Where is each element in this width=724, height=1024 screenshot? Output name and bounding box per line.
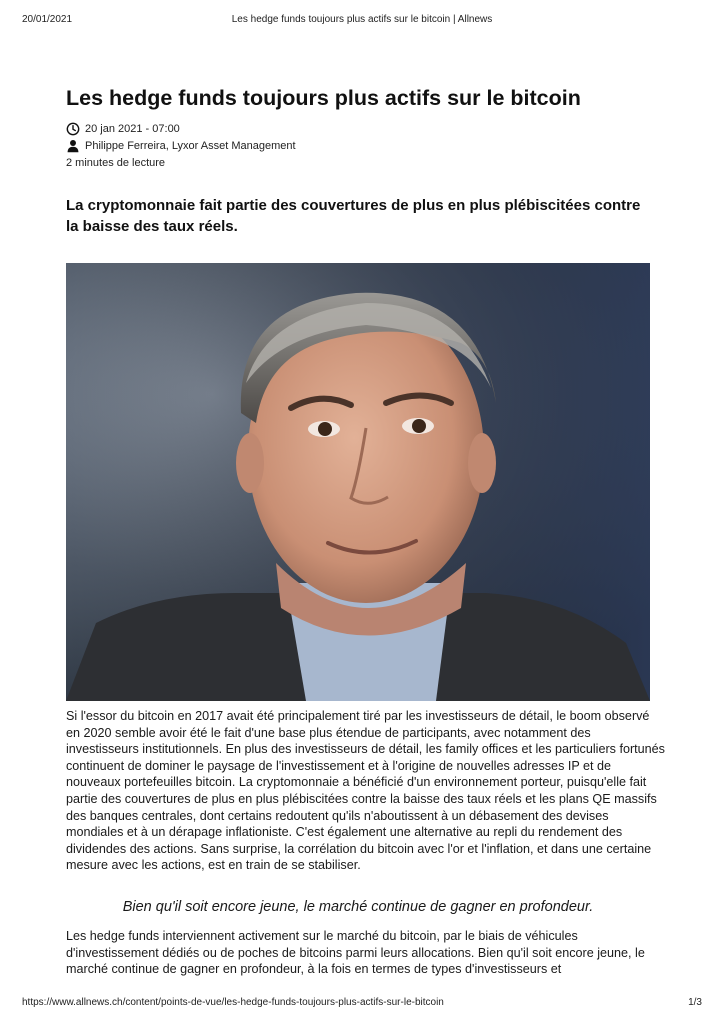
user-icon (66, 139, 80, 153)
print-header (0, 10, 724, 28)
reading-time: 2 minutes de lecture (66, 157, 166, 169)
article-date: 20 jan 2021 - 07:00 (85, 123, 180, 135)
print-page-title: Les hedge funds toujours plus actifs sur le bitcoin | Allnews (231, 13, 493, 25)
article-author-row (66, 138, 296, 154)
article-author[interactable]: Philippe Ferreira, Lyxor Asset Management (85, 140, 296, 152)
article-lead: La cryptomonnaie fait partie des couvertures de plus en plus plébiscitées contre la baisse des taux réels. (66, 197, 641, 235)
pull-quote: Bien qu'il soit encore jeune, le marché continue de gagner en profondeur. (122, 899, 594, 915)
print-page-number: 1/3 (688, 996, 702, 1008)
print-url[interactable]: https://www.allnews.ch/content/points-de-vue/les-hedge-funds-toujours-plus-actifs-sur-le-bitcoin (22, 996, 444, 1008)
print-footer (0, 993, 724, 1011)
article-body-paragraph-2: Les hedge funds interviennent activement sur le marché du bitcoin, par le biais de véhicules d'investissement dédiés ou de poches de bitcoins parmi leurs allocations. Bien qu'il soit encore jeune, le marché continue de gagner en profondeur, à la fois en termes de types d'investisseurs et (66, 929, 645, 977)
author-photo (66, 263, 650, 701)
clock-icon (66, 122, 80, 136)
article-date-row (66, 121, 180, 137)
print-date: 20/01/2021 (22, 13, 73, 25)
article-body-paragraph-1: Si l'essor du bitcoin en 2017 avait été principalement tiré par les investisseurs de détail, le boom observé en 2020 semble avoir été le fait d'une base plus étendue de participants, avec notamment des investisseurs institutionnels. En plus des investisseurs de détail, les family offices et les particuliers fortunés continuent de dominer le paysage de l'investissement et à l'origine de nouvelles adresses IP et de nouveaux portefeuilles bitcoin. La cryptomonnaie a bénéficié d'un environnement porteur, puisqu'elle fait partie des couvertures de plus en plus plébiscitées contre la baisse des taux réels et les plans QE massifs des banques centrales, dont certains redoutent qu'ils n'aboutissent à un débasement des devises mondiales et à un dérapage inflationiste. C'est également une alternative au repli du rendement des dividendes des actions. Sans surprise, la corrélation du bitcoin avec l'or et l'inflation, et dans une certaine mesure avec les actions, est en train de se stabiliser. (66, 709, 665, 873)
article-title: Les hedge funds toujours plus actifs sur le bitcoin (66, 86, 581, 110)
